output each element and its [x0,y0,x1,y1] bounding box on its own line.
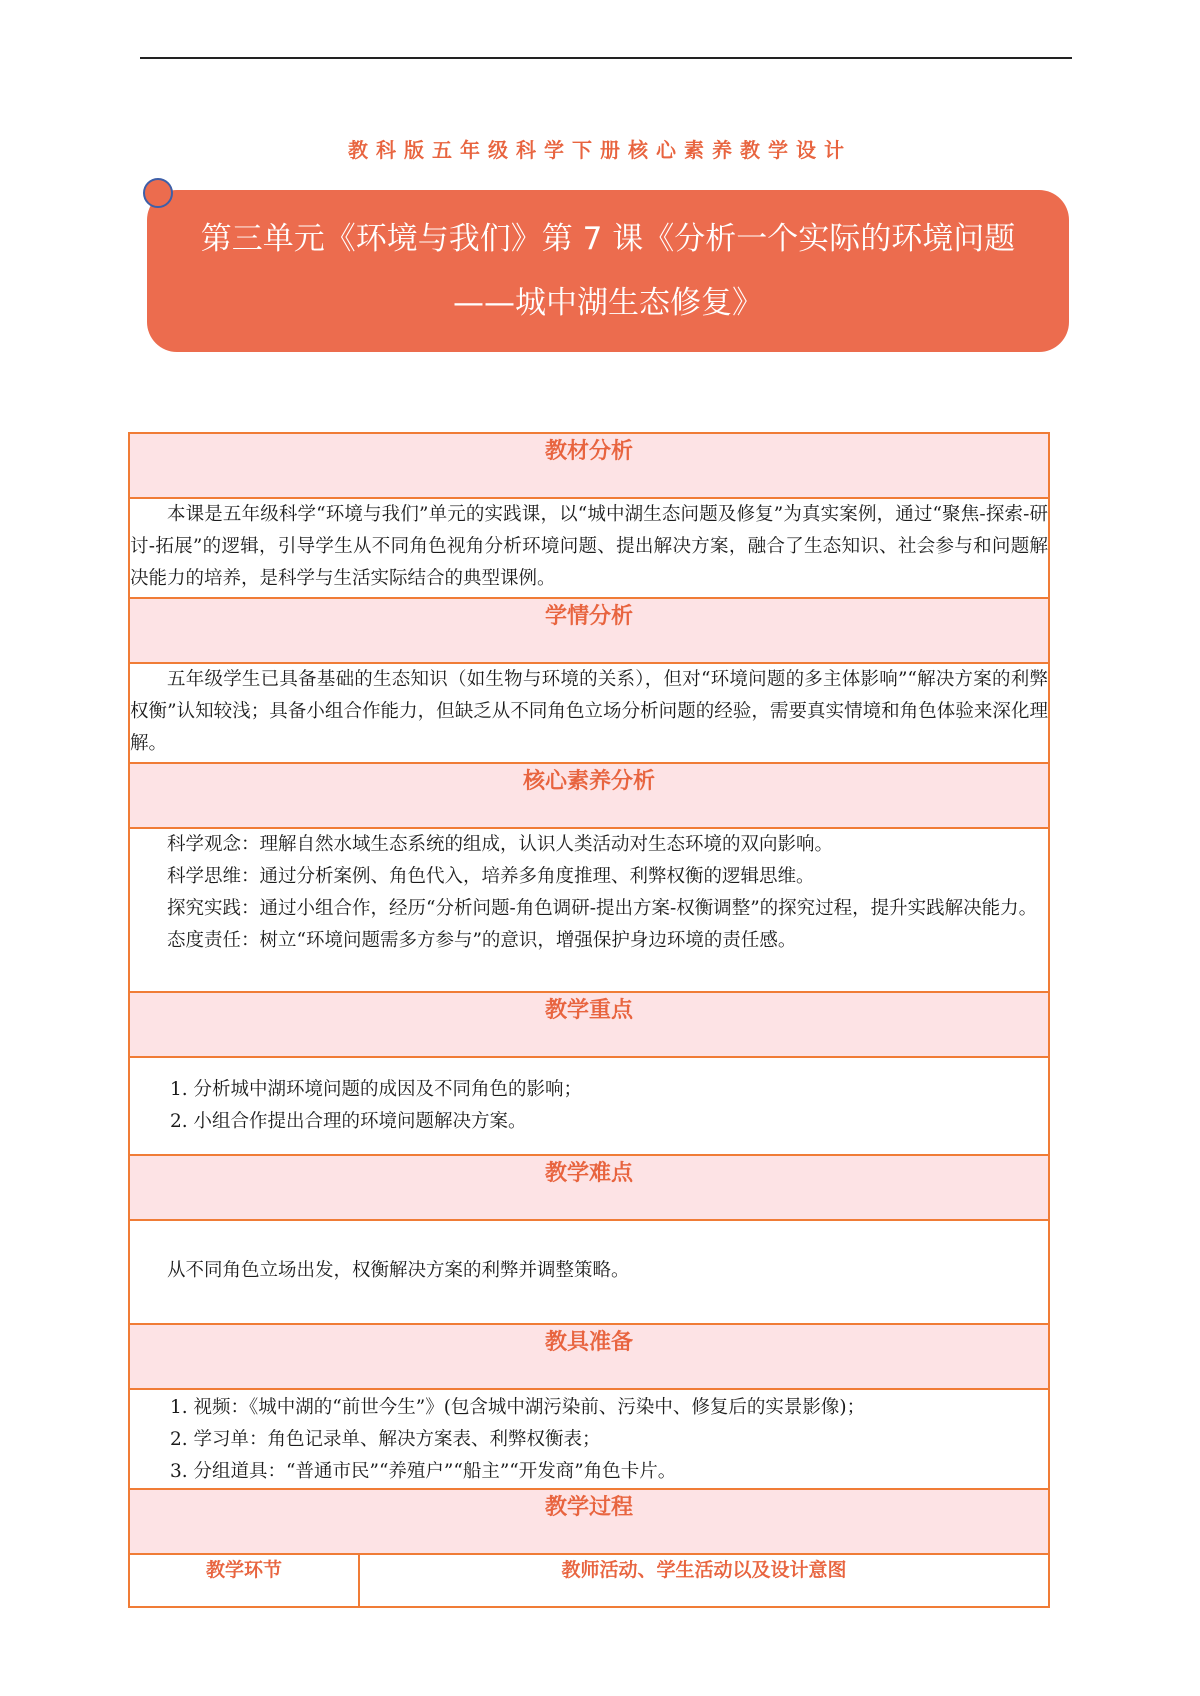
column-header-stage: 教学环节 [129,1554,359,1607]
difficulties-paragraph: 从不同角色立场出发，权衡解决方案的利弊并调整策略。 [167,1260,630,1281]
students-paragraph: 五年级学生已具备基础的生态知识（如生物与环境的关系），但对“环境问题的多主体影响”“解决方案的利弊权衡”认知较浅；具备小组合作能力，但缺乏从不同角色立场分析问题的经验，需要真实情境和角色体验来深化理解。 [130,669,1048,754]
section-header-row [129,1489,1049,1554]
literacy-item: 科学观念：理解自然水域生态系统的组成，认识人类活动对生态环境的双向影响。 [167,834,834,855]
section-body-row [129,1389,1049,1489]
section-header-row [129,763,1049,828]
section-header-row [129,992,1049,1057]
section-body-row [129,663,1049,763]
header-rule [140,57,1072,59]
section-heading-materials: 教具准备 [129,1324,1049,1389]
section-body-literacy [129,828,1049,992]
section-body-row [129,1220,1049,1324]
section-body-difficulties [129,1220,1049,1324]
section-body-materials [129,1389,1049,1489]
materials-item: 2. 学习单：角色记录单、解决方案表、利弊权衡表； [170,1429,601,1450]
section-body-key-points [129,1057,1049,1155]
title-banner [147,190,1069,352]
document-title: 第三单元《环境与我们》第 7 课《分析一个实际的环境问题——城中湖生态修复》 [200,221,1016,321]
section-body-students [129,663,1049,763]
textbook-paragraph: 本课是五年级科学“环境与我们”单元的实践课，以“城中湖生态问题及修复”为真实案例，通过“聚焦-探索-研讨-拓展”的逻辑，引导学生从不同角色视角分析环境问题、提出解决方案，融合了生态知识、社会参与和问题解决能力的培养，是科学与生活实际结合的典型课例。 [130,504,1048,589]
banner-dot-decoration [143,178,173,208]
section-heading-literacy: 核心素养分析 [129,763,1049,828]
section-body-row [129,828,1049,992]
process-column-header-row [129,1554,1049,1607]
literacy-item: 科学思维：通过分析案例、角色代入，培养多角度推理、利弊权衡的逻辑思维。 [167,866,815,887]
key-point-item: 1. 分析城中湖环境问题的成因及不同角色的影响； [170,1079,583,1100]
section-header-row [129,433,1049,498]
section-heading-key-points: 教学重点 [129,992,1049,1057]
section-heading-textbook: 教材分析 [129,433,1049,498]
document-subtitle: 教科版五年级科学下册核心素养教学设计 [348,138,852,162]
literacy-item: 探究实践：通过小组合作，经历“分析问题-角色调研-提出方案-权衡调整”的探究过程，提升实践解决能力。 [167,898,1038,919]
section-heading-process: 教学过程 [129,1489,1049,1554]
section-body-textbook [129,498,1049,598]
key-point-item: 2. 小组合作提出合理的环境问题解决方案。 [170,1111,527,1132]
section-header-row [129,1324,1049,1389]
materials-item: 1. 视频：《城中湖的“前世今生”》(包含城中湖污染前、污染中、修复后的实景影像)； [170,1397,866,1418]
literacy-item: 态度责任：树立“环境问题需多方参与”的意识，增强保护身边环境的责任感。 [167,930,797,951]
section-header-row [129,1155,1049,1220]
section-heading-students: 学情分析 [129,598,1049,663]
section-header-row [129,598,1049,663]
column-header-activities: 教师活动、学生活动以及设计意图 [359,1554,1049,1607]
lesson-plan-table [128,432,1050,1608]
materials-item: 3. 分组道具：“普通市民”“养殖户”“船主”“开发商”角色卡片。 [170,1461,677,1482]
section-heading-difficulties: 教学难点 [129,1155,1049,1220]
section-body-row [129,1057,1049,1155]
section-body-row [129,498,1049,598]
